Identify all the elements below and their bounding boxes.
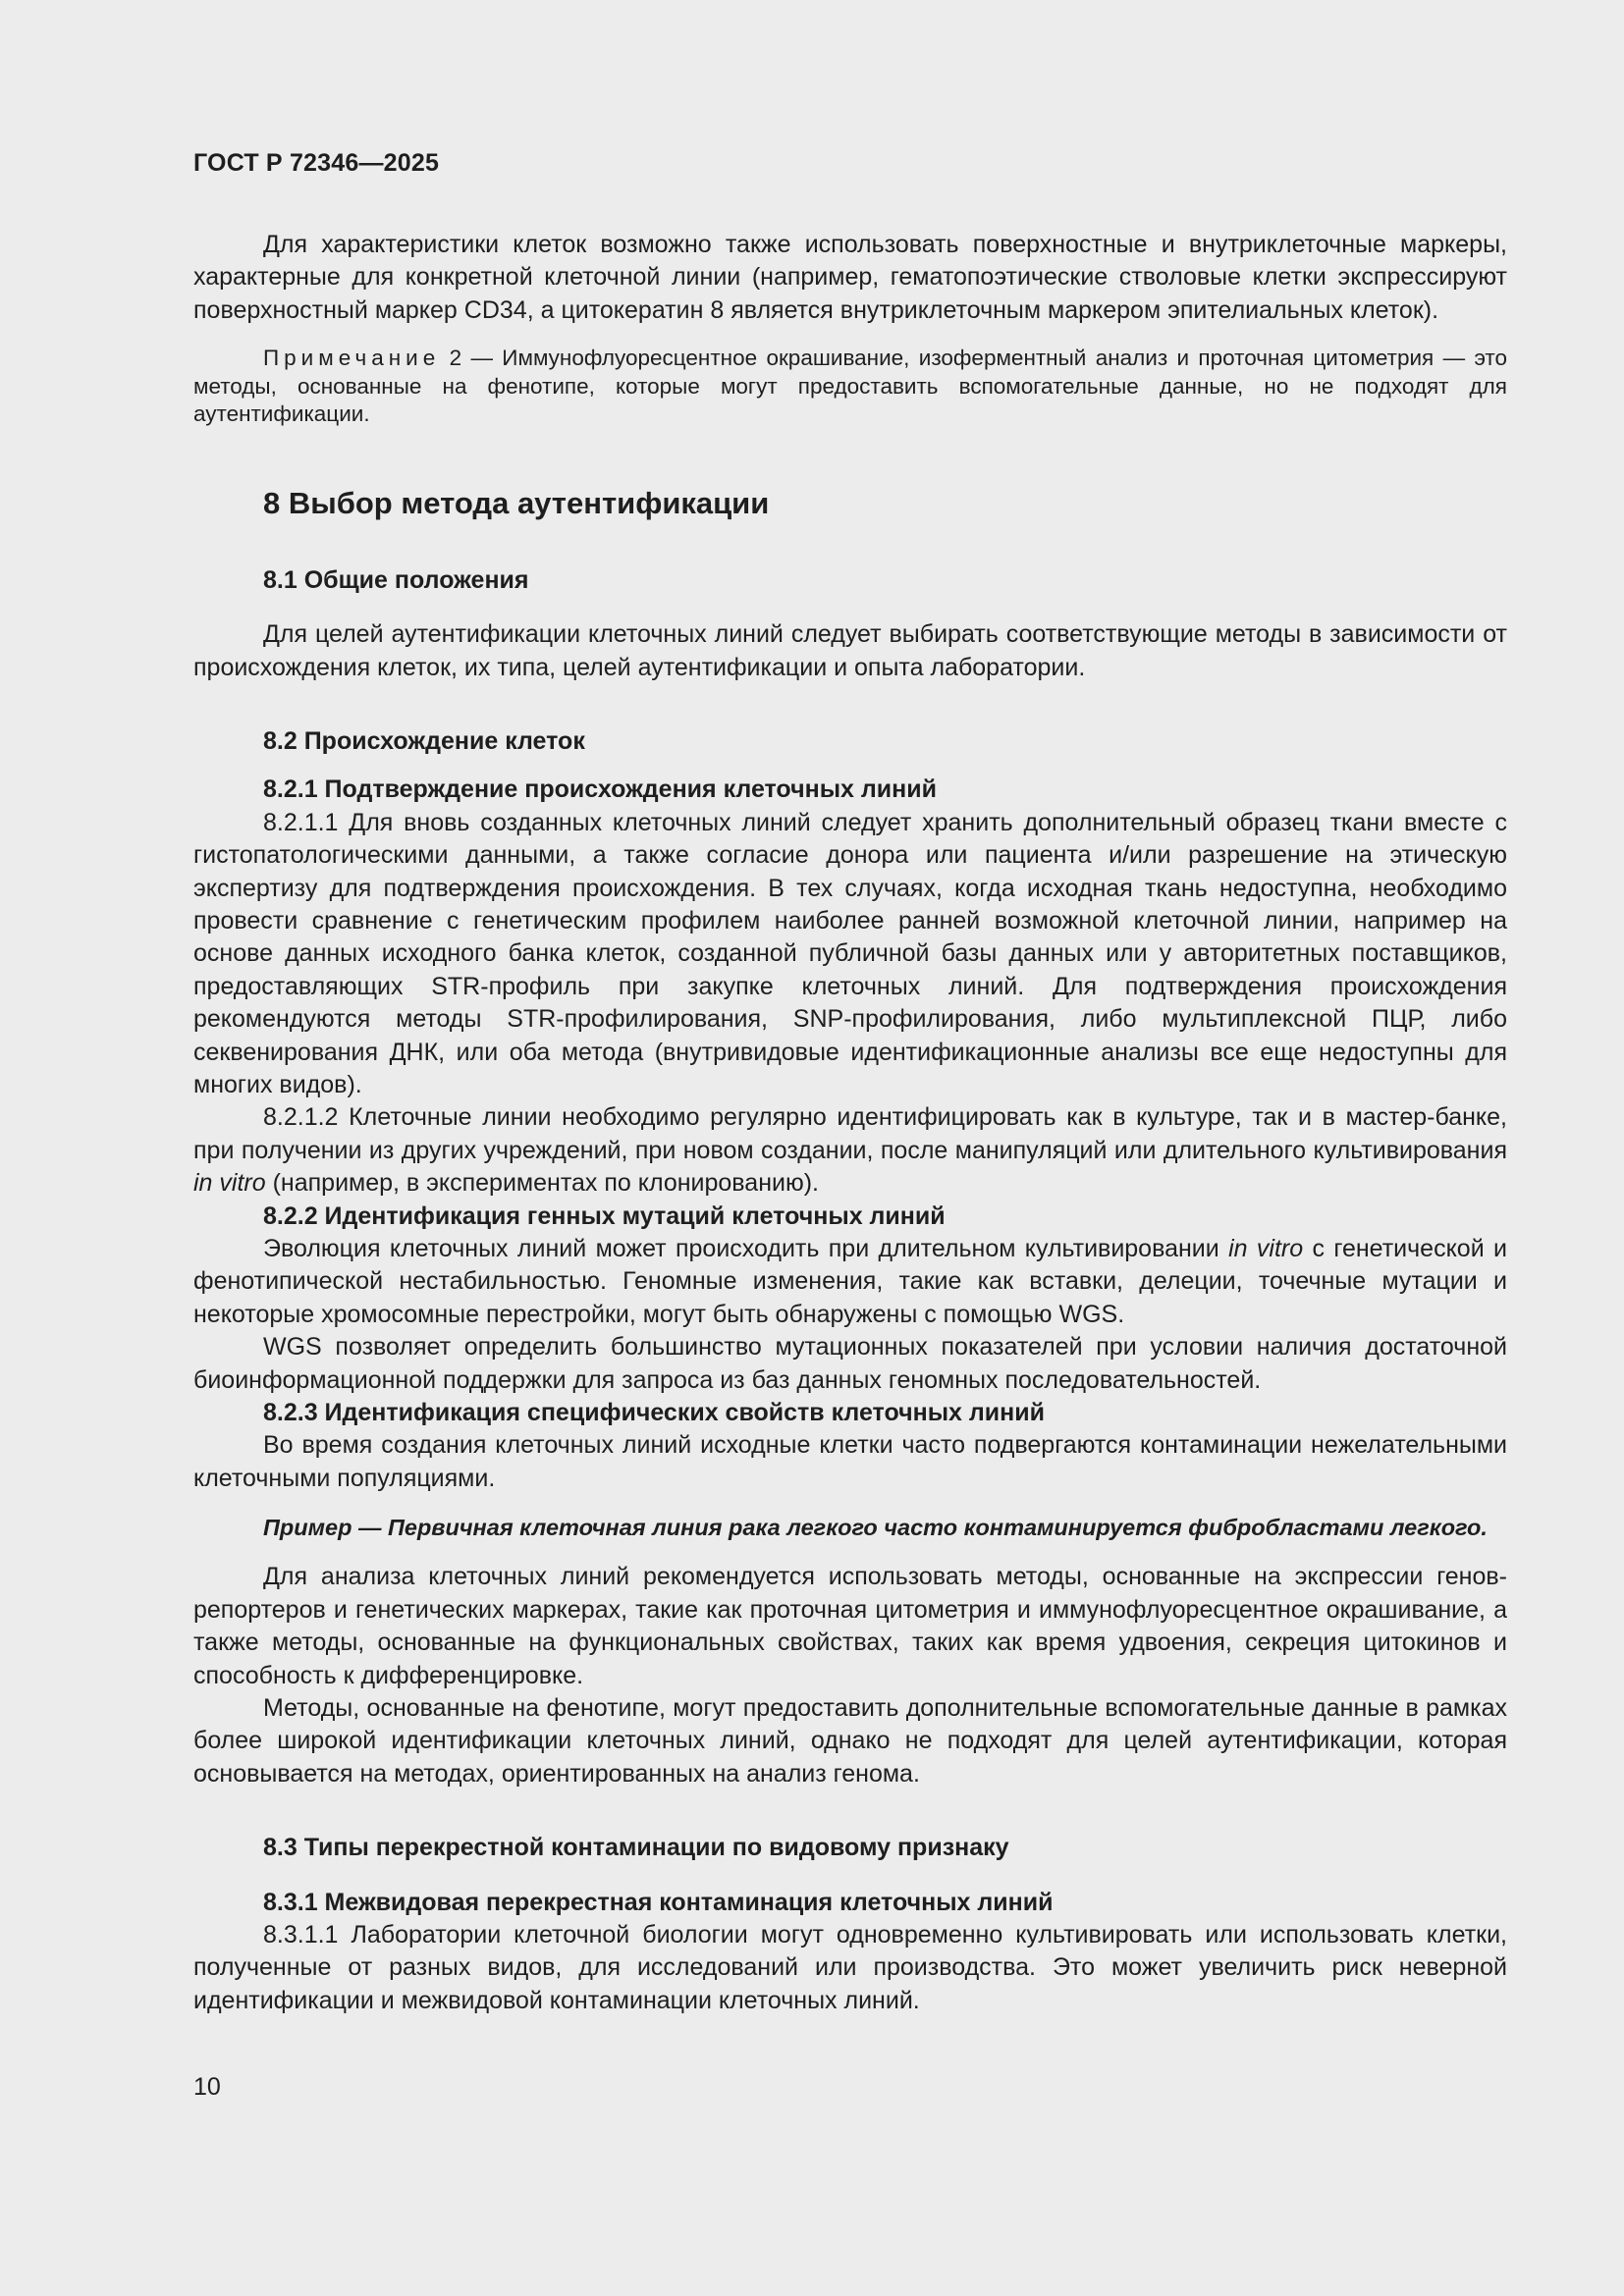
- example-paragraph: Пример — Первичная клеточная линия рака легкого часто контаминируется фибробластами легкого.: [263, 1515, 1488, 1541]
- section-8-2-1-1-paragraph: 8.2.1.1 Для вновь созданных клеточных линий следует хранить дополнительный образец ткани вместе с гистопатологическими данными, а также согласие донора или пациента и/или разрешение на этическую экспертизу для подтверждения происхождения. В тех случаях, когда исходная ткань недоступна, необходимо провести сравнение с генетическим профилем наиболее ранней возможной клеточной линии, например на основе данных исходного банка клеток, созданной публичной базы данных или у авторитетных поставщиков, предоставляющих STR-профиль при закупке клеточных линий. Для подтверждения происхождения рекомендуются методы STR-профилирования, SNP-профилирования, либо мультиплексной ПЦР, либо секвенирования ДНК, или оба метода (внутривидовые идентификационные анализы все еще недоступны для многих видов).: [193, 808, 1507, 1098]
- section-8-2-3-paragraph-3: Методы, основанные на фенотипе, могут предоставить дополнительные вспомогательные данные в рамках более широкой идентификации клеточных линий, однако не подходят для целей аутентификации, которая основывается на методах, ориентированных на анализ генома.: [193, 1693, 1507, 1788]
- section-8-2-2-paragraph-1: [193, 1233, 1507, 1331]
- section-8-3-1-1-paragraph: 8.3.1.1 Лаборатории клеточной биологии могут одновременно культивировать или использовать клетки, полученные от разных видов, для исследований или производства. Это может увеличить риск неверной идентификации и межвидовой контаминации клеточных линий.: [193, 1920, 1507, 2014]
- italic-term: in vitro: [193, 1169, 266, 1198]
- italic-term: in vitro: [1228, 1235, 1304, 1263]
- section-8-2-2-heading: 8.2.2 Идентификация генных мутаций клеточных линий: [263, 1201, 946, 1230]
- section-8-3-1-heading: 8.3.1 Межвидовая перекрестная контаминация клеточных линий: [263, 1888, 1054, 1916]
- section-8-2-3-paragraph-2: Для анализа клеточных линий рекомендуется использовать методы, основанные на экспрессии генов-репортеров и генетических маркерах, такие как проточная цитометрия и иммунофлуоресцентное окрашивание, а также методы, основанные на функциональных свойствах, таких как время удвоения, секреция цитокинов и способность к дифференцировке.: [193, 1563, 1507, 1689]
- text-run: с генетической и фенотипической нестабильностью. Геномные изменения, такие как вставки, делеции, точечные мутации и некоторые хромосомные перестройки, могут быть обнаружены с помощью WGS.: [193, 1235, 1507, 1328]
- section-8-3-heading: 8.3 Типы перекрестной контаминации по видовому признаку: [263, 1834, 1009, 1862]
- text-run: 8.2.1.2 Клеточные линии необходимо регулярно идентифицировать как в культуре, так и в мастер-банке, при получении из других учреждений, при новом создании, после манипуляций или длительного культивирования: [193, 1103, 1507, 1164]
- note-text: 2 — Иммунофлуоресцентное окрашивание, изоферментный анализ и проточная цитометрия — это методы, основанные на фенотипе, которые могут предоставить вспомогательные данные, но не подходят для аутентификации.: [193, 346, 1507, 427]
- section-8-1-paragraph: Для целей аутентификации клеточных линий следует выбирать соответствующие методы в зависимости от происхождения клеток, их типа, целей аутентификации и опыта лаборатории.: [193, 620, 1507, 681]
- text-run: (например, в экспериментах по клонированию).: [265, 1169, 819, 1198]
- text-run: Эволюция клеточных линий может происходить при длительном культивировании: [263, 1235, 1229, 1263]
- section-8-1-heading: 8.1 Общие положения: [263, 565, 529, 594]
- section-8-2-heading: 8.2 Происхождение клеток: [263, 726, 585, 755]
- note-paragraph: [193, 345, 1507, 429]
- page-number: 10: [193, 2073, 221, 2101]
- section-8-2-1-heading: 8.2.1 Подтверждение происхождения клеточных линий: [263, 775, 937, 804]
- section-8-2-3-heading: 8.2.3 Идентификация специфических свойств клеточных линий: [263, 1399, 1045, 1427]
- section-8-2-2-paragraph-2: WGS позволяет определить большинство мутационных показателей при условии наличия достаточной биоинформационной поддержки для запроса из баз данных геномных последовательностей.: [193, 1333, 1507, 1394]
- document-header: ГОСТ Р 72346—2025: [193, 149, 440, 177]
- section-8-2-3-paragraph-1: Во время создания клеточных линий исходные клетки часто подвергаются контаминации нежелательными клеточными популяциями.: [193, 1431, 1507, 1492]
- section-8-2-1-2-paragraph: [193, 1101, 1507, 1200]
- intro-paragraph: Для характеристики клеток возможно также использовать поверхностные и внутриклеточные маркеры, характерные для конкретной клеточной линии (например, гематопоэтические стволовые клетки экспрессируют поверхностный маркер CD34, а цитокератин 8 является внутриклеточным маркером эпителиальных клеток).: [193, 231, 1507, 324]
- note-label: Примечание: [263, 346, 441, 371]
- section-8-heading: 8 Выбор метода аутентификации: [263, 485, 770, 520]
